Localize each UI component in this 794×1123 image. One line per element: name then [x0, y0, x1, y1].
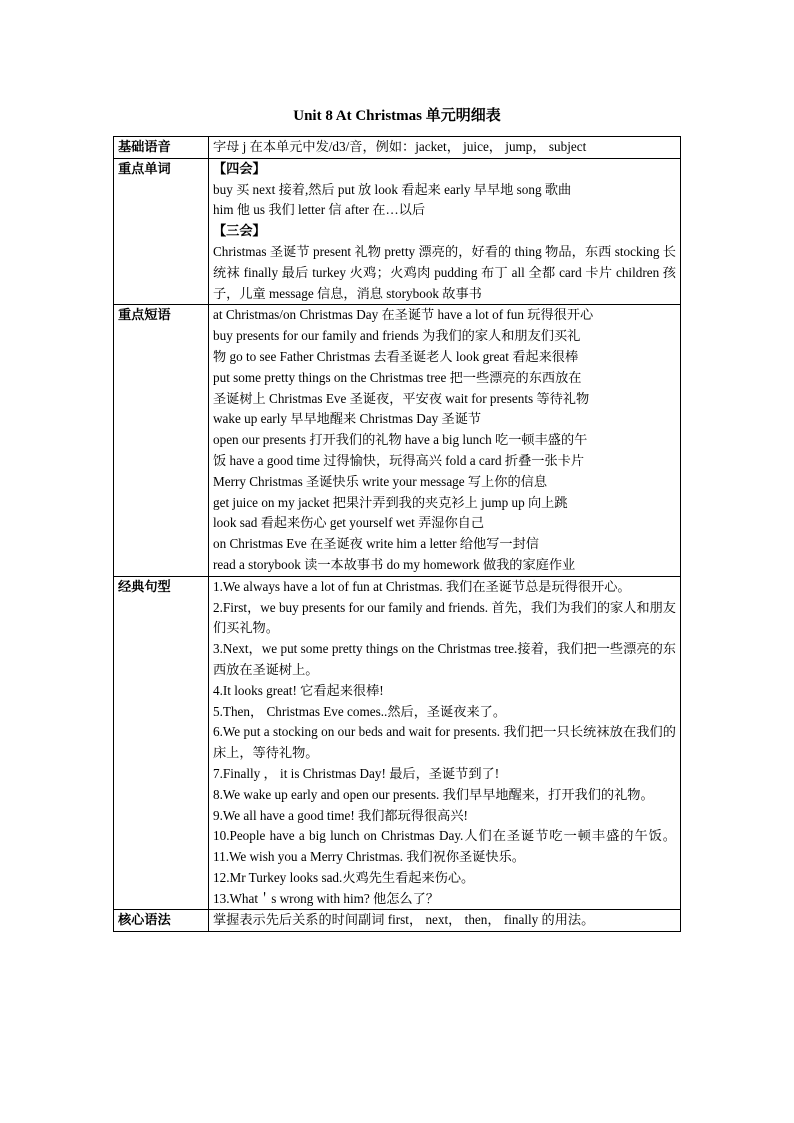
- row-label-phonics: 基础语音: [114, 137, 209, 159]
- sentence-item: 2.First，we buy presents for our family and friends. 首先，我们为我们的家人和朋友们买礼物。: [213, 599, 676, 636]
- phrase-line: open our presents 打开我们的礼物 have a big lunch 吃一顿丰盛的午: [213, 432, 588, 448]
- row-grammar: [114, 910, 681, 932]
- four-skills-line: him 他 us 我们 letter 信 after 在…以后: [213, 202, 426, 218]
- three-skills-text: Christmas 圣诞节 present 礼物 pretty 漂亮的，好看的 thing 物品，东西 stocking 长统袜 finally 最后 turkey 火鸡；火鸡肉 pudding 布丁 all 全都 card 卡片 children 孩子，儿童 message 信息，消息 storybook 故事书: [213, 243, 676, 301]
- sentence-item: 9.We all have a good time! 我们都玩得很高兴!: [213, 807, 468, 823]
- sentence-item: 3.Next，we put some pretty things on the Christmas tree.接着，我们把一些漂亮的东西放在圣诞树上。: [213, 641, 676, 677]
- row-label-sentences: 经典句型: [114, 576, 209, 910]
- row-sentences: [114, 576, 681, 910]
- phrase-line: 物 go to see Father Christmas 去看圣诞老人 look great 看起来很棒: [213, 348, 579, 364]
- phrases-content: [209, 305, 681, 576]
- unit-detail-table: [113, 136, 681, 932]
- phrase-line: at Christmas/on Christmas Day 在圣诞节 have a lot of fun 玩得很开心: [213, 307, 594, 323]
- page-title: Unit 8 At Christmas 单元明细表: [293, 108, 501, 124]
- row-phrases: [114, 305, 681, 576]
- row-label-grammar: 核心语法: [114, 910, 209, 932]
- words-content: [209, 158, 681, 305]
- grammar-text: 掌握表示先后关系的时间副词 first， next， then， finally 的用法。: [209, 910, 681, 932]
- three-skills-header: 【三会】: [213, 223, 266, 239]
- sentence-item: 4.It looks great! 它看起来很棒!: [213, 682, 384, 698]
- sentence-item: 5.Then， Christmas Eve comes..然后，圣诞夜来了。: [213, 703, 507, 719]
- phrase-line: 饭 have a good time 过得愉快，玩得高兴 fold a card 折叠一张卡片: [213, 452, 585, 468]
- sentence-item: 10.People have a big lunch on Christmas Day.人们在圣诞节吃一顿丰盛的午饭。 11.We wish you a Merry Christmas. 我们祝你圣诞快乐。: [213, 828, 676, 865]
- row-label-words: 重点单词: [114, 158, 209, 305]
- sentence-item: 7.Finally ， it is Christmas Day! 最后，圣诞节到了!: [213, 765, 500, 781]
- sentences-content: [209, 576, 681, 910]
- phrase-line: put some pretty things on the Christmas tree 把一些漂亮的东西放在: [213, 369, 582, 385]
- sentence-item: 13.What＇s wrong with him? 他怎么了？: [213, 890, 439, 906]
- phrase-line: 圣诞树上 Christmas Eve 圣诞夜，平安夜 wait for presents 等待礼物: [213, 390, 590, 406]
- sentence-item: 12.Mr Turkey looks sad.火鸡先生看起来伤心。: [213, 869, 475, 885]
- row-label-phrases: 重点短语: [114, 305, 209, 576]
- sentence-item: 8.We wake up early and open our presents. 我们早早地醒来，打开我们的礼物。: [213, 786, 654, 802]
- phrase-line: get juice on my jacket 把果汁弄到我的夹克衫上 jump up 向上跳: [213, 494, 568, 510]
- row-phonics: [114, 137, 681, 159]
- row-words: [114, 158, 681, 305]
- phrase-line: Merry Christmas 圣诞快乐 write your message 写上你的信息: [213, 473, 548, 489]
- phonics-text: 字母 j 在本单元中发/d3/音，例如：jacket， juice， jump， subject: [209, 137, 681, 159]
- phrase-line: buy presents for our family and friends 为我们的家人和朋友们买礼: [213, 328, 581, 344]
- four-skills-line: buy 买 next 接着,然后 put 放 look 看起来 early 早早地 song 歌曲: [213, 181, 572, 197]
- phrase-line: look sad 看起来伤心 get yourself wet 弄湿你自己: [213, 515, 485, 531]
- phrase-line: read a storybook 读一本故事书 do my homework 做我的家庭作业: [213, 556, 576, 572]
- four-skills-header: 【四会】: [213, 160, 266, 176]
- sentence-item: 6.We put a stocking on our beds and wait for presents. 我们把一只长统袜放在我们的床上，等待礼物。: [213, 724, 676, 761]
- phrase-line: on Christmas Eve 在圣诞夜 write him a letter 给他写一封信: [213, 536, 539, 552]
- sentence-item: 1.We always have a lot of fun at Christmas. 我们在圣诞节总是玩得很开心。: [213, 578, 631, 594]
- phrase-line: wake up early 早早地醒来 Christmas Day 圣诞节: [213, 411, 482, 427]
